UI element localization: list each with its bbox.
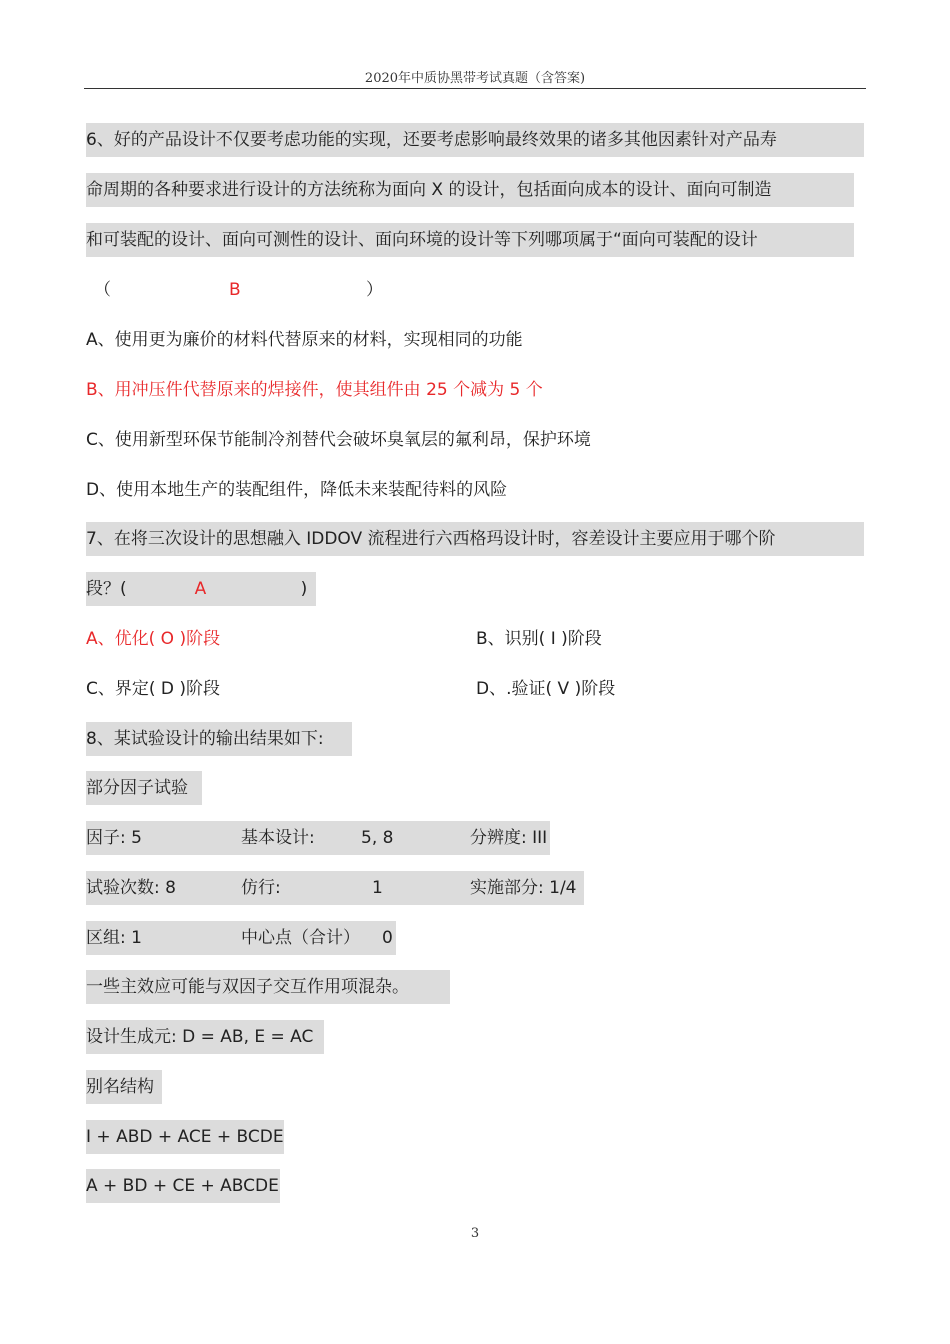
q8-resolution: 分辨度: III — [470, 828, 548, 848]
q7-option-a: A、优化( O )阶段 — [86, 629, 221, 649]
q8-stem: 8、某试验设计的输出结果如下: — [86, 722, 352, 756]
q6-stem-line-2: 命周期的各种要求进行设计的方法统称为面向 X 的设计，包括面向成本的设计、面向可制造 — [86, 173, 854, 207]
q8-confounding-note: 一些主效应可能与双因子交互作用项混杂。 — [86, 970, 450, 1004]
q8-factors: 因子: 5 — [86, 828, 142, 848]
q8-base-design-label: 基本设计: — [241, 828, 315, 848]
q8-center-points-value: 0 — [382, 928, 393, 948]
q6-answer-paren-close: ） — [366, 280, 383, 300]
q7-option-c: C、界定( D )阶段 — [86, 679, 221, 699]
q8-runs: 试验次数: 8 — [86, 878, 176, 898]
q6-option-b: B、用冲压件代替原来的焊接件，使其组件由 25 个减为 5 个 — [86, 380, 543, 400]
q8-alias-line-2: A + BD + CE + ABCDE — [86, 1169, 280, 1203]
q6-option-c: C、使用新型环保节能制冷剂替代会破坏臭氧层的氟利昂，保护环境 — [86, 430, 591, 450]
page-header: 2020年中质协黑带考试真题（含答案) — [364, 71, 586, 86]
q8-base-design-value: 5, 8 — [361, 828, 394, 848]
q8-replicates-value: 1 — [372, 878, 383, 898]
q7-option-b: B、识别( I )阶段 — [476, 629, 602, 649]
q8-design-row-1 — [86, 821, 550, 855]
q6-option-d: D、使用本地生产的装配组件，降低未来装配待料的风险 — [86, 480, 508, 500]
q8-alias-line-1: I + ABD + ACE + BCDE — [86, 1120, 284, 1154]
q6-answer: B — [229, 280, 241, 300]
q8-blocks: 区组: 1 — [86, 928, 142, 948]
q6-stem-line-3: 和可装配的设计、面向可测性的设计、面向环境的设计等下列哪项属于“面向可装配的设计 — [86, 223, 854, 257]
header-rule — [84, 88, 866, 89]
q7-stem-line-2 — [86, 572, 316, 606]
q7-stem-line-1: 7、在将三次设计的思想融入 IDDOV 流程进行六西格玛设计时，容差设计主要应用于哪个阶 — [86, 522, 864, 556]
q8-design-row-2 — [86, 871, 584, 905]
q8-design-generators: 设计生成元: D = AB, E = AC — [86, 1020, 324, 1054]
q7-answer: A — [194, 579, 207, 599]
page-number: 3 — [470, 1226, 480, 1241]
q8-replicates-label: 仿行: — [241, 878, 281, 898]
q8-fraction: 实施部分: 1/4 — [470, 878, 577, 898]
q6-stem-line-1: 6、好的产品设计不仅要考虑功能的实现，还要考虑影响最终效果的诸多其他因素针对产品寿 — [86, 123, 864, 157]
q7-option-d: D、.验证( V )阶段 — [476, 679, 616, 699]
q7-stem-close: ) — [300, 579, 308, 599]
q8-output-title: 部分因子试验 — [86, 771, 202, 805]
q8-alias-structure-title: 别名结构 — [86, 1070, 162, 1104]
q6-option-a: A、使用更为廉价的材料代替原来的材料，实现相同的功能 — [86, 330, 523, 350]
q8-center-points-label: 中心点（合计） — [241, 928, 360, 948]
q6-answer-paren-open: （ — [94, 280, 111, 300]
q7-stem-prefix: 段？( — [86, 579, 127, 599]
q8-design-row-3 — [86, 921, 396, 955]
